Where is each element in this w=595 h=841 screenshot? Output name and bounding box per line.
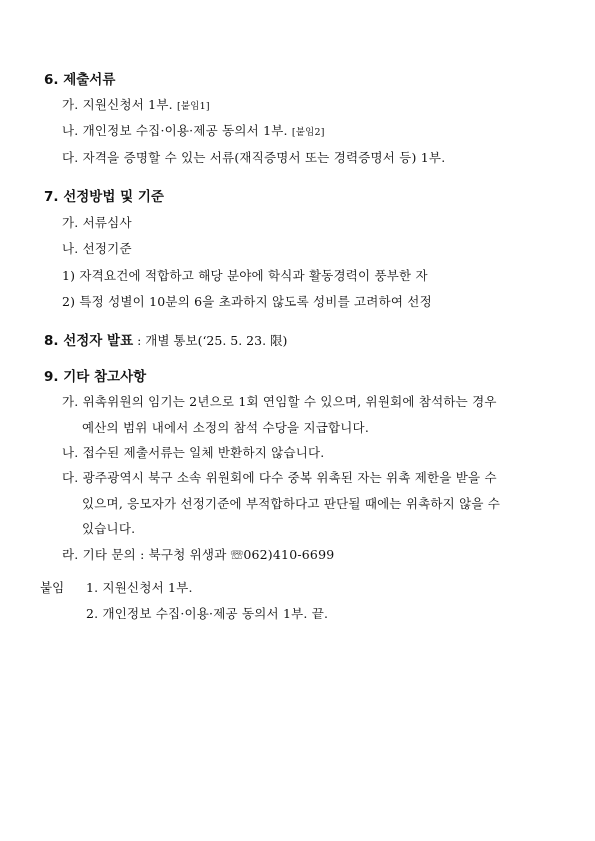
s9-line-1: 가. 위촉위원의 임기는 2년으로 1회 연임할 수 있으며, 위원회에 참석하는 경우 xyxy=(62,394,497,409)
attachment-item-2: 2. 개인정보 수집·이용·제공 동의서 1부. 끝. xyxy=(86,606,329,621)
s9-line-2: 예산의 범위 내에서 소정의 참석 수당을 지급합니다. xyxy=(82,420,369,435)
section-6-heading: 6. 제출서류 xyxy=(44,72,116,88)
s9-line-6: 있습니다. xyxy=(82,521,136,536)
s9-line-3: 나. 접수된 제출서류는 일체 반환하지 않습니다. xyxy=(62,445,325,460)
s7-item-1: 가. 서류심사 xyxy=(62,215,132,230)
section-8-detail: : 개별 통보(‘25. 5. 23. 限) xyxy=(133,333,288,348)
s6-item-2-note: [붙임2] xyxy=(291,127,325,138)
section-9-heading: 9. 기타 참고사항 xyxy=(44,369,147,385)
s6-item-2-text: 나. 개인정보 수집·이용·제공 동의서 1부. xyxy=(62,123,288,138)
s6-item-3: 다. 자격을 증명할 수 있는 서류(재직증명서 또는 경력증명서 등) 1부. xyxy=(62,150,446,165)
s6-item-1 xyxy=(62,95,210,113)
s6-item-1-text: 가. 지원신청서 1부. xyxy=(62,97,173,112)
attachment-item-1: 1. 지원신청서 1부. xyxy=(86,580,193,595)
s7-item-2: 나. 선정기준 xyxy=(62,241,132,256)
s9-line-7: 라. 기타 문의 : 북구청 위생과 ☏062)410-6699 xyxy=(62,547,335,562)
s9-line-5: 있으며, 응모자가 선정기준에 부적합하다고 판단될 때에는 위촉하지 않을 수 xyxy=(82,496,501,511)
s9-line-4: 다. 광주광역시 북구 소속 위원회에 다수 중복 위촉된 자는 위촉 제한을 받을 수 xyxy=(62,470,497,485)
s6-item-1-note: [붙임1] xyxy=(176,101,210,112)
attachment-label: 붙임 xyxy=(40,580,65,595)
section-7-heading: 7. 선정방법 및 기준 xyxy=(44,189,164,205)
s6-item-2 xyxy=(62,121,325,139)
section-8 xyxy=(44,329,287,349)
section-8-heading: 8. 선정자 발표 xyxy=(44,333,134,349)
s7-item-3: 1) 자격요건에 적합하고 해당 분야에 학식과 활동경력이 풍부한 자 xyxy=(62,268,428,283)
s7-item-4: 2) 특정 성별이 10분의 6을 초과하지 않도록 성비를 고려하여 선정 xyxy=(62,294,432,309)
